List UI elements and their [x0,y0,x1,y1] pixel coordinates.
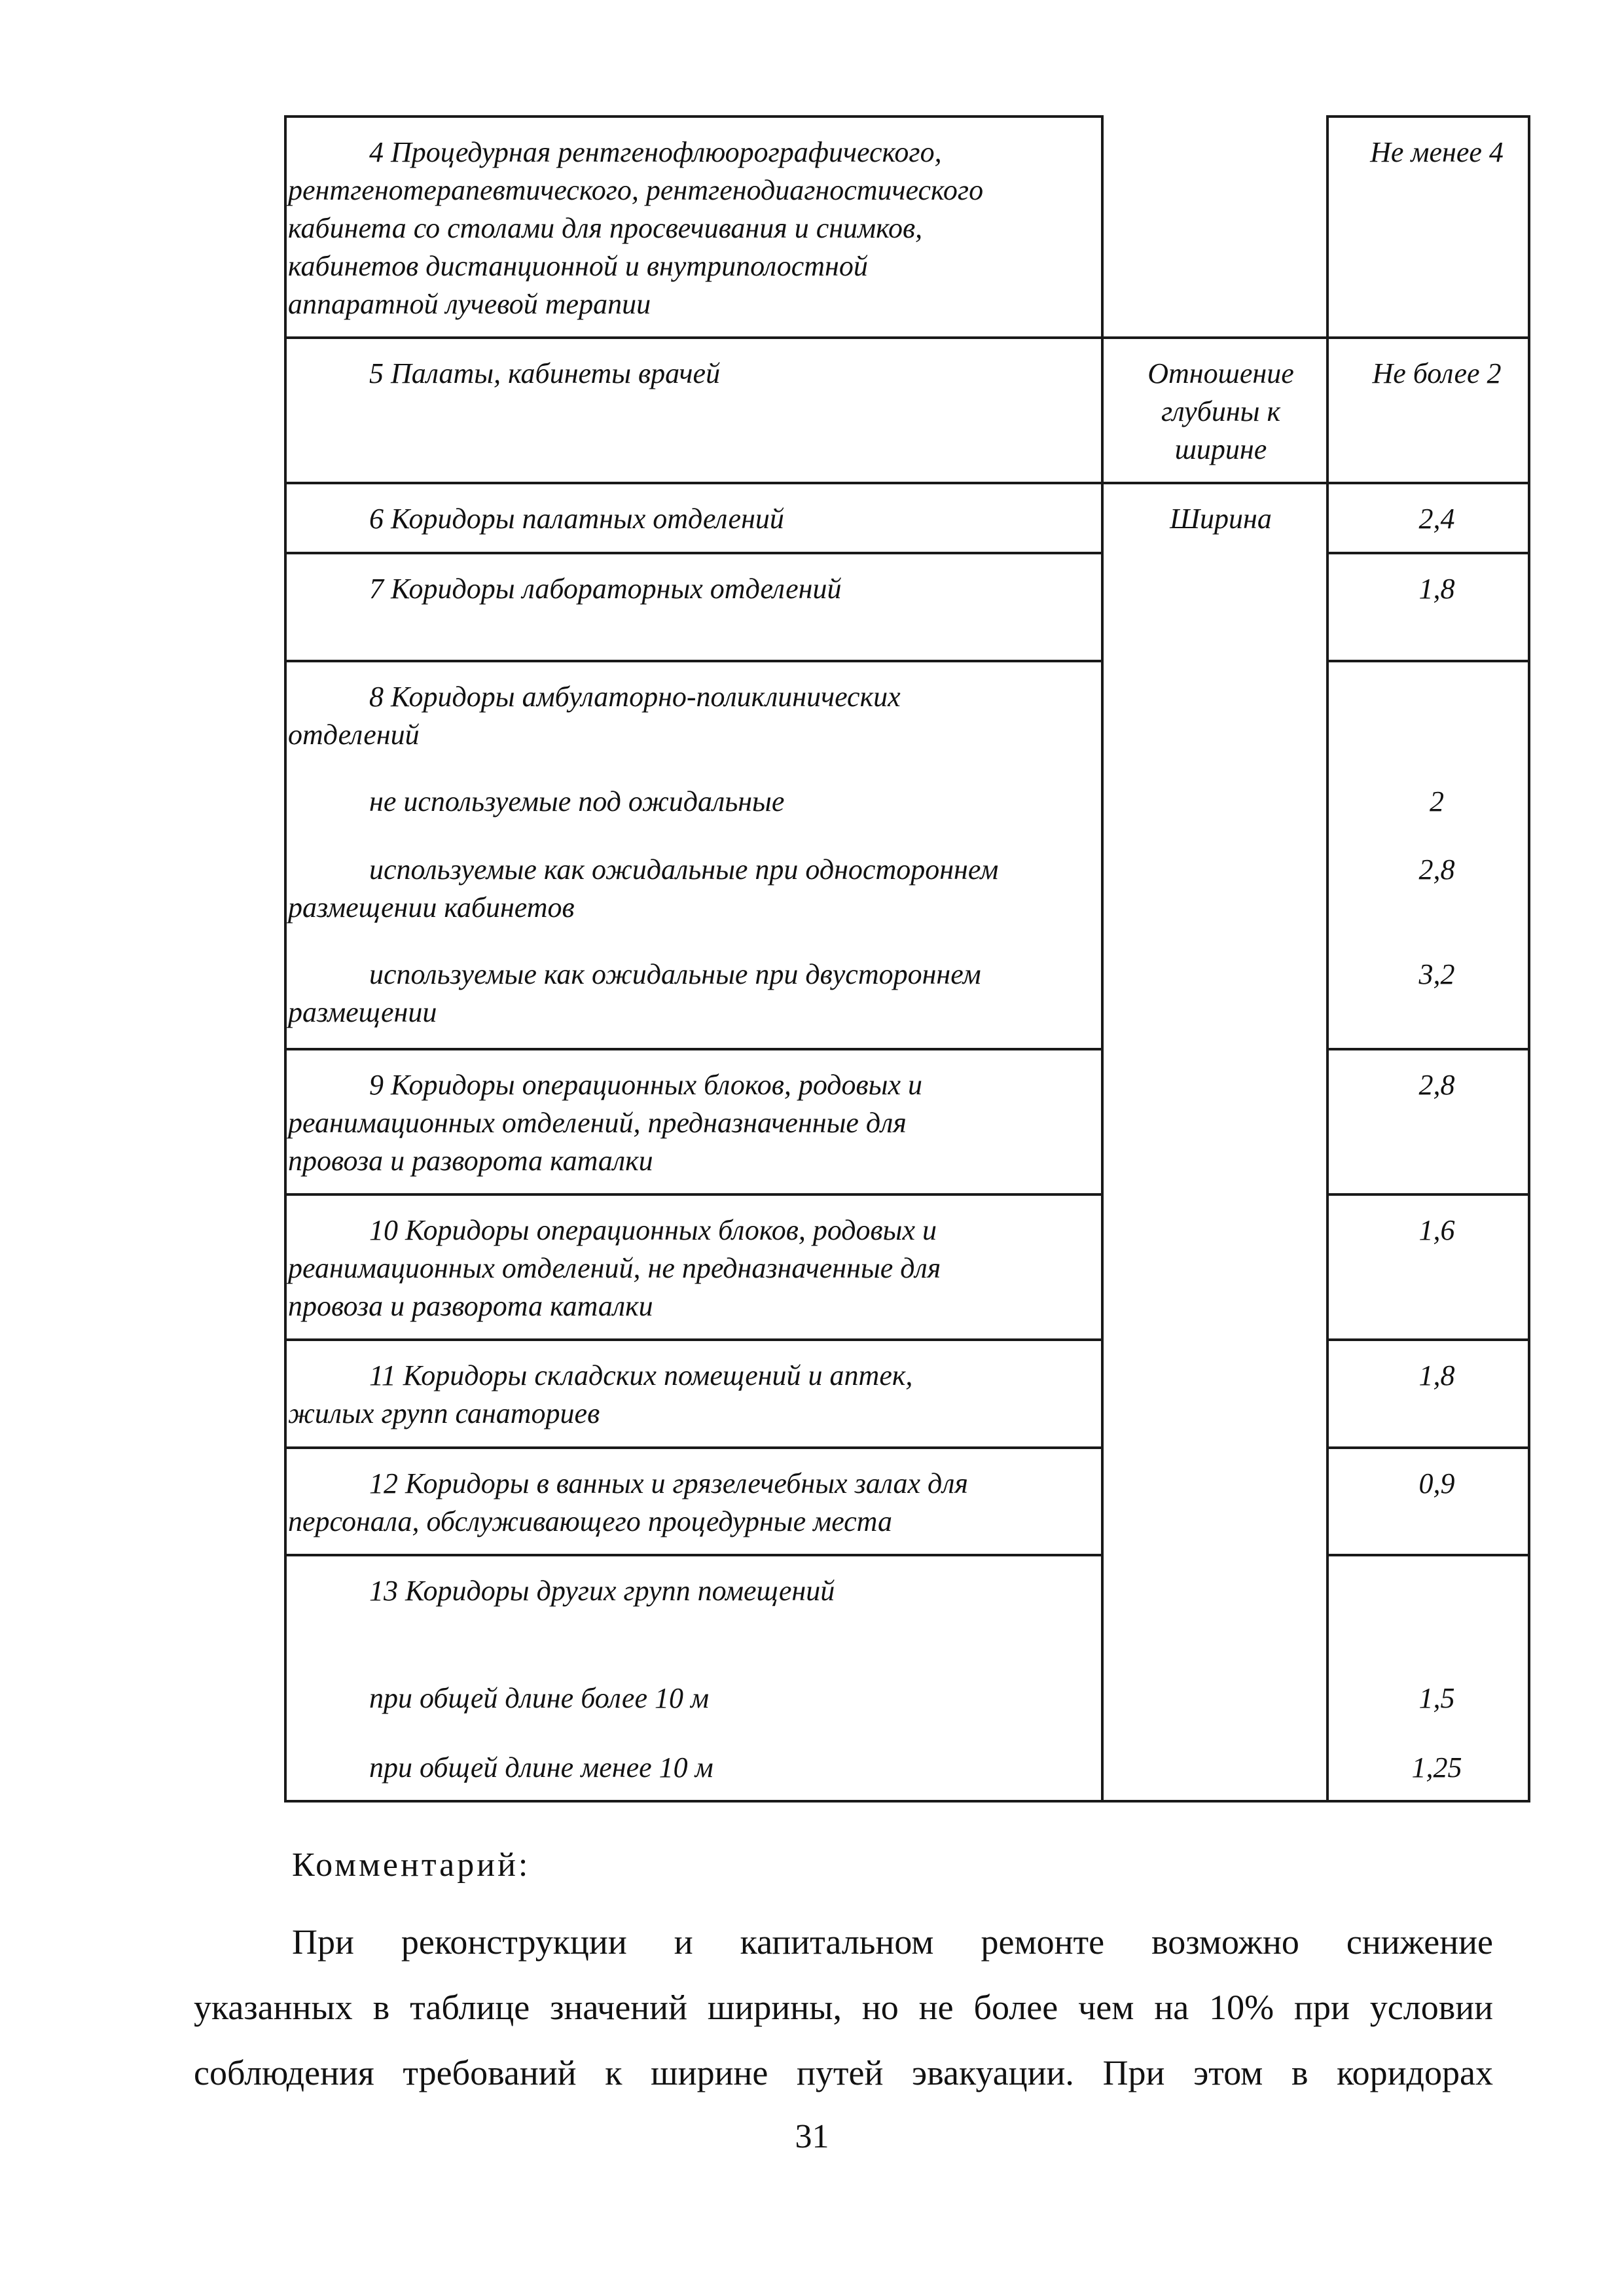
table-row [288,956,1100,1031]
table-line [284,115,1104,118]
table-row [288,1066,1100,1180]
row-12-line-2: персонала, обслуживающего процедурные места [288,1505,892,1537]
row-4-line-1: 4 Процедурная рентгенофлюорографического, [369,136,942,168]
row-13b-line-1: при общей длине менее 10 м [369,1751,713,1784]
row-7-value: 1,8 [1418,573,1455,605]
row-5-value: Не более 2 [1372,357,1502,389]
row-4-value: Не менее 4 [1370,136,1504,168]
table-line [1326,1048,1530,1050]
row-10-value: 1,6 [1418,1214,1455,1246]
row-8b-value: 2,8 [1418,853,1455,886]
row-9-line-2: реанимационных отделений, предназначенные для [288,1107,907,1139]
table-line [1326,660,1530,662]
row-9-value: 2,8 [1418,1069,1455,1101]
table-row [288,1679,1100,1717]
row-6-value: 2,4 [1418,503,1455,535]
table-row [288,1465,1100,1541]
table-row [288,1357,1100,1433]
comment-line-1: При реконструкции и капитальном ремонте возможно снижение [292,1922,1493,1962]
table-row [288,500,1100,538]
row-13a-value: 1,5 [1418,1682,1455,1714]
row-8b-line-1: используемые как ожидальные при одностороннем [369,853,999,886]
row-6-parameter: Ширина [1170,503,1272,535]
row-7-line-1: 7 Коридоры лабораторных отделений [369,573,842,605]
table-line [284,1800,1530,1803]
table-line [284,1048,1104,1050]
table-line [284,115,287,1803]
row-8c-line-2: размещении [288,996,437,1028]
table-line [1326,552,1530,554]
table-line [1326,1554,1530,1556]
table-line [284,482,1530,484]
row-4-line-5: аппаратной лучевой терапии [288,288,651,320]
table-line [1326,115,1530,118]
table-line [1326,1446,1530,1449]
row-4-line-4: кабинетов дистанционной и внутриполостной [288,250,868,282]
table-row [288,1211,1100,1325]
row-8a-value: 2 [1430,785,1444,817]
row-9-line-1: 9 Коридоры операционных блоков, родовых и [369,1069,922,1101]
comment-title: Комментарий: [292,1846,531,1884]
table-row [288,570,1100,608]
table-row [288,783,1100,821]
row-13b-value: 1,25 [1411,1751,1462,1784]
row-6-line-1: 6 Коридоры палатных отделений [369,503,784,535]
table-line [284,1554,1104,1556]
row-5-line-1: 5 Палаты, кабинеты врачей [369,357,721,389]
row-8a-line-1: не используемые под ожидальные [369,785,785,817]
table-line [1326,1193,1530,1196]
row-4-line-2: рентгенотерапевтического, рентгенодиагностического [288,174,984,206]
row-10-line-1: 10 Коридоры операционных блоков, родовых и [369,1214,937,1246]
table-line [284,1193,1104,1196]
row-8c-value: 3,2 [1418,958,1455,990]
table-line [1101,115,1104,1803]
comment-line-2: указанных в таблице значений ширины, но не более чем на 10% при условии [194,1988,1493,2027]
table-line [284,336,1530,339]
row-9-line-3: провоза и разворота каталки [288,1145,653,1177]
table-row [288,678,1100,754]
table-row [288,1572,1100,1610]
page-number: 31 [795,2118,829,2155]
table-row [288,355,1100,393]
table-line [284,1338,1104,1341]
param-line-2: глубины к [1161,395,1281,427]
row-13a-line-1: при общей длине более 10 м [369,1682,710,1714]
table-row [288,851,1100,927]
table-row [288,134,1100,323]
table-row [288,1749,1100,1787]
row-8b-line-2: размещении кабинетов [288,891,575,924]
param-line-3: ширине [1174,433,1267,465]
param-line-1: Отношение [1147,357,1294,389]
row-4-line-3: кабинета со столами для просвечивания и снимков, [288,212,923,244]
row-11-line-1: 11 Коридоры складских помещений и аптек, [369,1359,913,1391]
row-12-line-1: 12 Коридоры в ванных и грязелечебных залах для [369,1467,968,1499]
row-8-line-2: отделений [288,719,420,751]
row-11-line-2: жилых групп санаториев [288,1397,600,1429]
row-10-line-2: реанимационных отделений, не предназначенные для [288,1252,941,1284]
table-line [284,660,1104,662]
row-11-value: 1,8 [1418,1359,1455,1391]
comment-line-3: соблюдения требований к ширине путей эвакуации. При этом в коридорах [194,2053,1493,2092]
row-12-value: 0,9 [1418,1467,1455,1499]
row-5-parameter [1106,355,1335,469]
row-13-line-1: 13 Коридоры других групп помещений [369,1575,835,1607]
row-8c-line-1: используемые как ожидальные при двустороннем [369,958,981,990]
table-line [284,1446,1104,1449]
table-line [1326,1338,1530,1341]
row-8-line-1: 8 Коридоры амбулаторно-поликлинических [369,681,901,713]
row-10-line-3: провоза и разворота каталки [288,1290,653,1322]
table-line [284,552,1104,554]
